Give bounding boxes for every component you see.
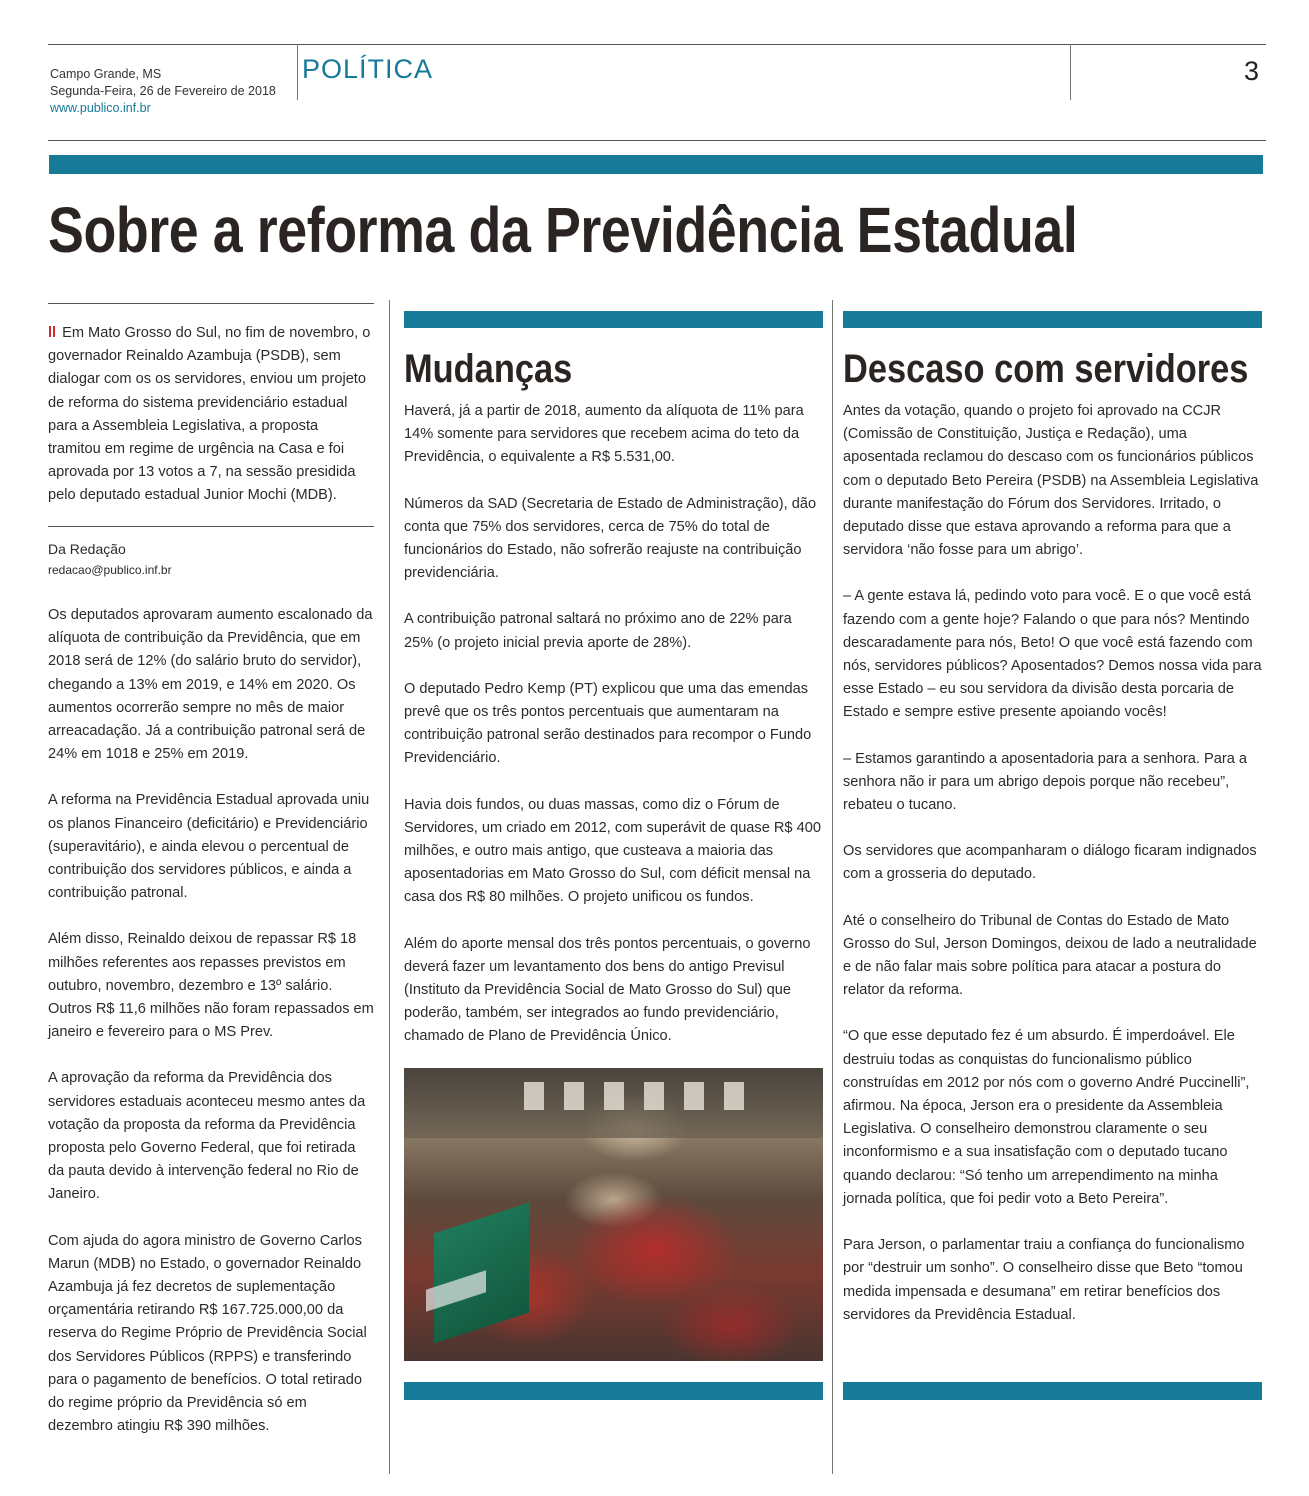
col3-title: Descaso com servidores: [843, 347, 1249, 391]
protest-photo: [404, 1068, 823, 1361]
col1-paragraph: A aprovação da reforma da Previdência dos servidores estaduais aconteceu mesmo antes da votação da proposta da reforma da Previdência proposta pelo Governo Federal, que foi retirada da pauta devido à intervenção federal no Rio de Janeiro.: [48, 1070, 366, 1203]
col3-paragraph: Antes da votação, quando o projeto foi aprovado na CCJR (Comissão de Constituição, Justiça e Redação), uma aposentada reclamou do descaso com os funcionários públicos com o deputado Beto Pereira (PSDB) na Assembleia Legislativa durante manifestação do Fórum dos Servidores. Irritado, o deputado disse que estava aprovando a reforma para que a servidora ‘não fosse para um abrigo’.: [843, 403, 1259, 559]
col2-paragraph: Além do aporte mensal dos três pontos percentuais, o governo deverá fazer um levantamento dos bens do antigo Previsul (Instituto da Previdência Social de Mato Grosso do Sul) que poderão, também, ser integrados ao fundo previdenciário, chamado de Plano de Previdência Único.: [404, 935, 811, 1045]
headline: Sobre a reforma da Previdência Estadual: [48, 194, 1078, 266]
header-url[interactable]: www.publico.inf.br: [50, 101, 151, 115]
col3-paragraph: “O que esse deputado fez é um absurdo. É imperdoável. Ele destruiu todas as conquistas do funcionalismo público construídas em 2012 por nós com o governo André Puccinelli”, afirmou. Na época, Jerson era o presidente da Assembleia Legislativa. O conselheiro demonstrou claramente o seu inconformismo e a sua insatisfação com o deputado tucano quando declarou: “Só tenho um arrependimento na minha jornada política, que foi pedir voto a Beto Pereira”.: [843, 1028, 1250, 1207]
byline-email[interactable]: redacao@publico.inf.br: [48, 563, 172, 577]
lead-marker: ll: [48, 325, 57, 341]
col3-bottom-bar: [843, 1382, 1262, 1400]
col3-paragraph: Até o conselheiro do Tribunal de Contas do Estado de Mato Grosso do Sul, Jerson Domingos, deixou de lado a neutralidade e de não falar mais sobre política para atacar a postura do relator da reforma.: [843, 912, 1257, 999]
col1-top-rule: [48, 303, 374, 304]
section-title: POLÍTICA: [302, 54, 434, 84]
col3-paragraph: – Estamos garantindo a aposentadoria para a senhora. Para a senhora não ir para um abrigo depois porque não recebeu”, rebateu o tucano.: [843, 750, 1248, 814]
col3-body: [843, 400, 1263, 1327]
col2-paragraph: O deputado Pedro Kemp (PT) explicou que uma das emendas prevê que os três pontos percentuais que aumentaram na contribuição patronal serão destinados para recompor o Fundo Previdenciário.: [404, 680, 812, 767]
col1-byline-rule: [48, 526, 374, 527]
col2-paragraph: A contribuição patronal saltará no próximo ano de 22% para 25% (o projeto inicial previa aporte de 28%).: [404, 611, 792, 651]
col1-body: [48, 604, 374, 1439]
header-divider-left: [297, 44, 298, 100]
header-top-rule: [48, 44, 1266, 45]
header-city: Campo Grande, MS: [50, 67, 162, 81]
headline-top-bar: [49, 155, 1263, 174]
col2-bottom-bar: [404, 1382, 823, 1400]
col1-paragraph: Além disso, Reinaldo deixou de repassar R$ 18 milhões referentes aos repasses previstos em outubro, novembro, dezembro e 13º salário. Outros R$ 11,6 milhões não foram repassados em janeiro e fevereiro para o MS Prev.: [48, 931, 374, 1041]
lead-paragraph: Em Mato Grosso do Sul, no fim de novembro, o governador Reinaldo Azambuja (PSDB), sem dialogar com os os servidores, enviou um projeto de reforma do sistema previdenciário estadual para a Assembleia Legislativa, a proposta tramitou em regime de urgência na Casa e foi aprovada por 13 votos a 7, na sessão presidida pelo deputado estadual Junior Mochi (MDB).: [48, 325, 371, 504]
header-bottom-rule: [48, 140, 1266, 141]
header-meta: [50, 66, 290, 117]
col2-paragraph: Haverá, já a partir de 2018, aumento da alíquota de 11% para 14% somente para servidores que recebem acima do teto da Previdência, o equivalente a R$ 5.531,00.: [404, 403, 804, 466]
byline: Da Redação: [48, 541, 126, 557]
column-divider-2: [832, 300, 833, 1474]
col2-title: Mudanças: [404, 347, 573, 391]
col2-body: [404, 400, 824, 1049]
header-date: Segunda-Feira, 26 de Fevereiro de 2018: [50, 84, 276, 98]
col2-paragraph: Números da SAD (Secretaria de Estado de Administração), dão conta que 75% dos servidores, cerca de 75% do total de funcionários do Estado, não sofrerão reajuste na contribuição previdenciária.: [404, 495, 817, 582]
col2-top-bar: [404, 311, 823, 328]
col1-paragraph: Os deputados aprovaram aumento escalonado da alíquota de contribuição da Previdência, que em 2018 será de 12% (do salário bruto do servidor), chegando a 13% em 2019, e 14% em 2020. Os aumentos ocorrerão sempre no mês de maior arreacadação. Já a contribuição patronal será de 24% em 1018 e 25% em 2019.: [48, 607, 373, 763]
col1-lead: [48, 322, 374, 508]
header-divider-right: [1070, 44, 1071, 100]
page-number: 3: [1244, 56, 1260, 86]
byline-block: [48, 538, 374, 580]
col3-paragraph: Os servidores que acompanharam o diálogo ficaram indignados com a grosseria do deputado.: [843, 843, 1257, 883]
col2-paragraph: Havia dois fundos, ou duas massas, como diz o Fórum de Servidores, um criado em 2012, com superávit de quase R$ 400 milhões, e outro mais antigo, que custeava a maioria das aposentadorias em Mato Grosso do Sul, com déficit mensal na casa dos R$ 80 milhões. O projeto unificou os fundos.: [404, 796, 821, 906]
column-divider-1: [389, 300, 390, 1474]
col3-top-bar: [843, 311, 1262, 328]
col3-paragraph: – A gente estava lá, pedindo voto para você. E o que você está fazendo com a gente hoje? Falando o que para nós? Mentindo descaradamente para nós, Beto! O que você está fazendo com nós, servidores públicos? Aposentados? Demos nossa vida para esse Estado – eu sou servidora da divisão desta porcaria de Estado e sempre estive presente apoiando vocês!: [843, 588, 1262, 721]
col1-paragraph: A reforma na Previdência Estadual aprovada uniu os planos Financeiro (deficitário) e Previdenciário (superavitário), e ainda elevou o percentual de contribuição dos servidores públicos, e ainda a contribuição patronal.: [48, 792, 370, 902]
col1-paragraph: Com ajuda do agora ministro de Governo Carlos Marun (MDB) no Estado, o governador Reinaldo Azambuja já fez decretos de suplementação orçamentária retirando R$ 167.725.000,00 da reserva do Regime Próprio de Previdência Social dos Servidores Públicos (RPPS) e transferindo para o pagamento de benefícios. O total retirado do regime próprio da Previdência só em dezembro atingiu R$ 390 milhões.: [48, 1232, 367, 1435]
col3-paragraph: Para Jerson, o parlamentar traiu a confiança do funcionalismo por “destruir um sonho”. O conselheiro disse que Beto “tomou medida impensada e desumana” em retirar benefícios dos servidores da Previdência Estadual.: [843, 1237, 1245, 1323]
